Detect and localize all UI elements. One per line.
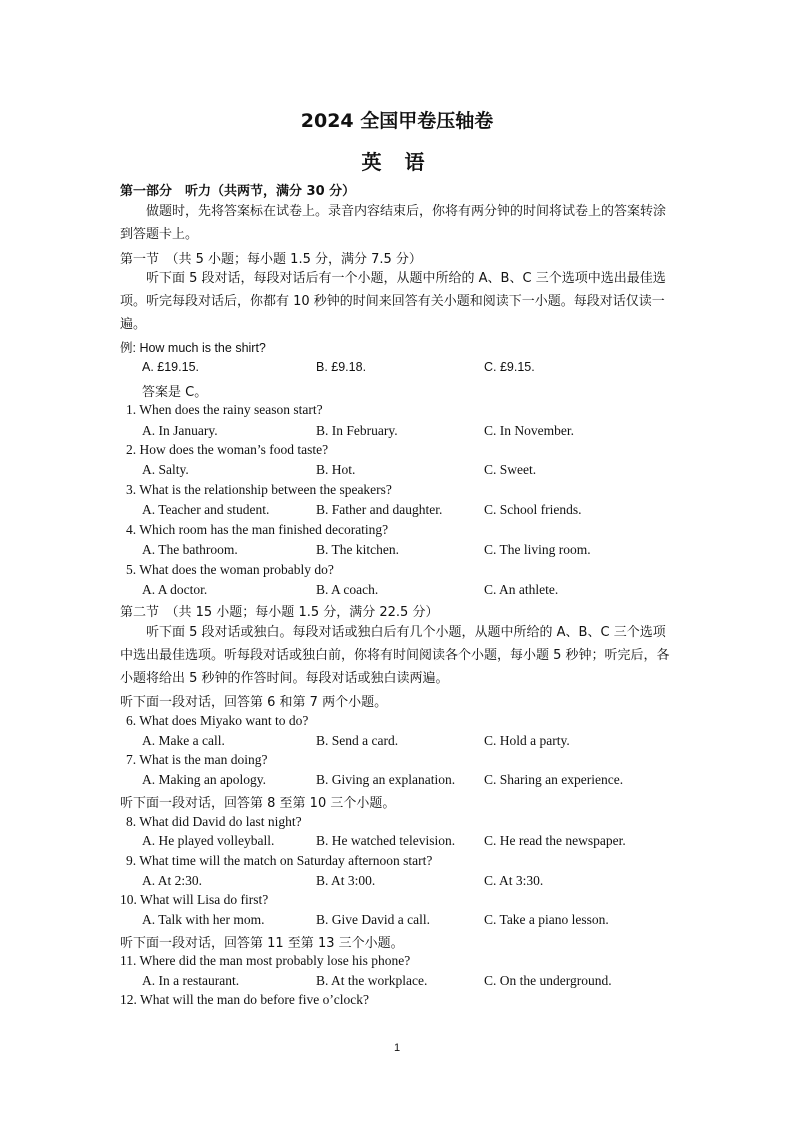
q10-option-a: A. Talk with her mom.	[142, 912, 265, 927]
q2-option-a: A. Salty.	[142, 462, 189, 477]
q5-option-b: B. A coach.	[316, 582, 379, 597]
question-5: 5. What does the woman probably do?	[126, 562, 334, 577]
q6-option-a: A. Make a call.	[142, 733, 225, 748]
question-12: 12. What will the man do before five o’clock?	[120, 992, 370, 1007]
intro-paragraph: 做题时，先将答案标在试卷上。录音内容结束后，你将有两分钟的时间将试卷上的答案转涂到答题卡上。	[120, 204, 667, 242]
q3-option-c: C. School friends.	[484, 502, 582, 517]
q9-option-b: B. At 3:00.	[316, 873, 376, 888]
question-9: 9. What time will the match on Saturday afternoon start?	[126, 853, 433, 868]
q6-option-c: C. Hold a party.	[484, 733, 570, 748]
part1-heading: 第一部分 听力（共两节，满分 30 分）	[120, 184, 356, 199]
q9-option-c: C. At 3:30.	[484, 873, 544, 888]
question-4: 4. Which room has the man finished decorating?	[126, 522, 389, 537]
example-option-a: A. £19.15.	[142, 360, 199, 374]
page-number: 1	[393, 1042, 401, 1054]
q7-option-a: A. Making an apology.	[142, 772, 266, 787]
section2-heading: 第二节 （共 15 小题；每小题 1.5 分，满分 22.5 分）	[120, 605, 439, 620]
q7-option-b: B. Giving an explanation.	[316, 772, 456, 787]
instruction-11-13: 听下面一段对话，回答第 11 至第 13 三个小题。	[120, 936, 404, 951]
q2-option-c: C. Sweet.	[484, 462, 537, 477]
q1-option-b: B. In February.	[316, 423, 398, 438]
q9-option-a: A. At 2:30.	[142, 873, 203, 888]
q11-option-b: B. At the workplace.	[316, 973, 428, 988]
question-10: 10. What will Lisa do first?	[120, 892, 269, 907]
question-6: 6. What does Miyako want to do?	[126, 713, 309, 728]
example-answer: 答案是 C。	[142, 385, 208, 400]
question-7: 7. What is the man doing?	[126, 752, 268, 767]
q8-option-b: B. He watched television.	[316, 833, 456, 848]
q8-option-c: C. He read the newspaper.	[484, 833, 626, 848]
q4-option-b: B. The kitchen.	[316, 542, 399, 557]
subject-title: 英 语	[361, 150, 433, 174]
instruction-6-7: 听下面一段对话，回答第 6 和第 7 两个小题。	[120, 695, 388, 710]
q11-option-c: C. On the underground.	[484, 973, 612, 988]
q2-option-b: B. Hot.	[316, 462, 356, 477]
section1-heading: 第一节 （共 5 小题；每小题 1.5 分，满分 7.5 分）	[120, 252, 422, 267]
section1-intro: 听下面 5 段对话，每段对话后有一个小题，从题中所给的 A、B、C 三个选项中选出最佳选项。听完每段对话后，你都有 10 秒钟的时间来回答有关小题和阅读下一小题。每段对话仅读一遍。	[120, 271, 666, 332]
q7-option-c: C. Sharing an experience.	[484, 772, 624, 787]
q4-option-a: A. The bathroom.	[142, 542, 238, 557]
q1-option-c: C. In November.	[484, 423, 574, 438]
q11-option-a: A. In a restaurant.	[142, 973, 240, 988]
q10-option-c: C. Take a piano lesson.	[484, 912, 609, 927]
question-2: 2. How does the woman’s food taste?	[126, 442, 329, 457]
q8-option-a: A. He played volleyball.	[142, 833, 275, 848]
question-11: 11. Where did the man most probably lose his phone?	[120, 953, 411, 968]
q6-option-b: B. Send a card.	[316, 733, 399, 748]
q5-option-a: A. A doctor.	[142, 582, 208, 597]
q10-option-b: B. Give David a call.	[316, 912, 430, 927]
q5-option-c: C. An athlete.	[484, 582, 559, 597]
section2-intro: 听下面 5 段对话或独白。每段对话或独白后有几个小题，从题中所给的 A、B、C 三个选项中选出最佳选项。听每段对话或独白前，你将有时间阅读各个小题，每小题 5 秒钟；听完后，各小题将给出 5 秒钟的作答时间。每段对话或独白读两遍。	[120, 625, 670, 686]
example-question: 例: How much is the shirt?	[120, 341, 266, 355]
exam-title: 2024 全国甲卷压轴卷	[300, 110, 494, 132]
q4-option-c: C. The living room.	[484, 542, 591, 557]
example-option-b: B. £9.18.	[316, 360, 367, 374]
example-option-c: C. £9.15.	[484, 360, 535, 374]
q3-option-b: B. Father and daughter.	[316, 502, 443, 517]
question-1: 1. When does the rainy season start?	[126, 402, 323, 417]
question-3: 3. What is the relationship between the speakers?	[126, 482, 392, 497]
q3-option-a: A. Teacher and student.	[142, 502, 270, 517]
q1-option-a: A. In January.	[142, 423, 218, 438]
question-8: 8. What did David do last night?	[126, 814, 302, 829]
instruction-8-10: 听下面一段对话，回答第 8 至第 10 三个小题。	[120, 796, 396, 811]
